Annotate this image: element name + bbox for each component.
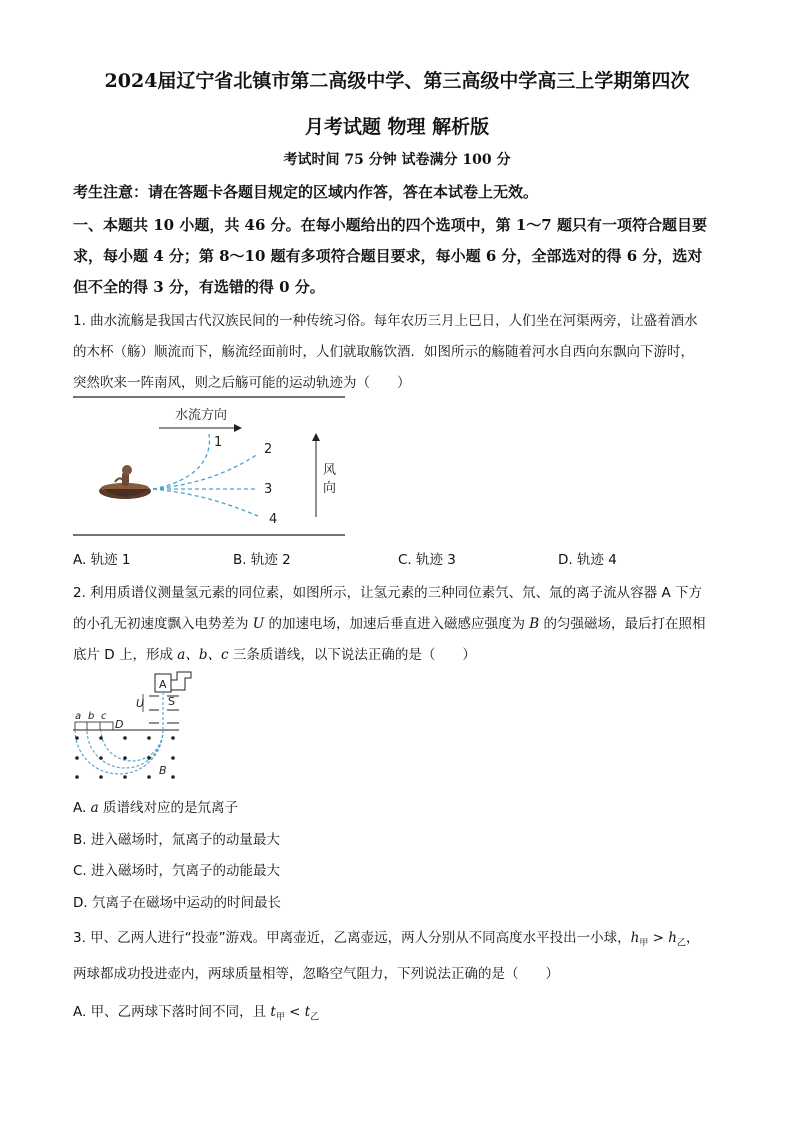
label-a: a [75, 711, 82, 722]
q1-option-a[interactable]: A. 轨迹 1 [73, 552, 131, 568]
q3-text-line2: 两球都成功投进壶内，两球质量相等，忽略空气阻力，下列说法正确的是（ ） [73, 966, 559, 982]
water-direction-label: 水流方向 [175, 408, 228, 423]
wind-label-1: 风 [323, 463, 337, 478]
exam-notice: 考生注意：请在答题卡各题目规定的区域内作答，答在本试卷上无效。 [73, 183, 539, 201]
inlet-pipe [171, 672, 191, 690]
wine-cup-image [99, 465, 151, 499]
q1-option-b[interactable]: B. 轨迹 2 [233, 552, 291, 568]
q2-text-line2 [73, 612, 706, 632]
q2-option-a[interactable] [73, 796, 238, 816]
q3-t-jia: t [270, 1004, 276, 1020]
track-label-4: 4 [269, 512, 278, 527]
q1-text-line1: 1. 曲水流觞是我国古代汉族民间的一种传统习俗。每年农历三月上巳日，人们坐在河渠两旁，让盛着酒水 [73, 313, 698, 329]
track-b [87, 730, 163, 768]
q3-sub-yi: 乙 [677, 938, 687, 949]
q3-lt: < [284, 1004, 305, 1020]
track-label-3: 3 [264, 482, 273, 497]
label-D: D [115, 718, 124, 731]
q1-option-d[interactable]: D. 轨迹 4 [558, 552, 617, 568]
q3-optA-sub-yi: 乙 [310, 1012, 320, 1023]
q3-text-line1 [73, 926, 700, 949]
section-header-line1: 一、本题共 10 小题，共 46 分。在每小题给出的四个选项中，第 1～7 题只有一项符合题目要 [73, 216, 707, 234]
label-U: U [136, 697, 145, 710]
q2-text-line3 [73, 643, 476, 663]
q2-option-c[interactable]: C. 进入磁场时，氕离子的动能最大 [73, 863, 281, 879]
wind-label-2: 向 [323, 481, 337, 496]
q3-h-yi: h [668, 930, 677, 946]
q3-optA-sub-jia: 甲 [275, 1012, 285, 1023]
q2-line3-vars: a、b、c [177, 647, 229, 663]
q1-option-c[interactable]: C. 轨迹 3 [398, 552, 456, 568]
exam-info: 考试时间 75 分钟 试卷满分 100 分 [283, 152, 511, 168]
label-S: S [168, 695, 175, 708]
track-label-2: 2 [264, 442, 273, 457]
track-c [101, 730, 163, 761]
label-c: c [101, 711, 107, 722]
trajectory-4 [153, 489, 258, 516]
q3-t-yi: t [304, 1004, 311, 1020]
q2-figure [73, 668, 203, 783]
q2-optA-var: a [90, 800, 99, 816]
q3-option-a[interactable] [73, 1000, 319, 1023]
label-A: A [159, 678, 167, 691]
q2-option-d[interactable]: D. 氕离子在磁场中运动的时间最长 [73, 895, 281, 911]
q2-line2-part2: 的加速电场，加速后垂直进入磁感应强度为 [264, 616, 530, 632]
q2-line2-part1: 的小孔无初速度飘入电势差为 [73, 616, 253, 632]
q2-var-B: B [529, 616, 540, 632]
section-header-line2: 求，每小题 4 分；第 8～10 题有多项符合题目要求，每小题 6 分，全部选对的得 6 分，选对 [73, 247, 703, 265]
q3-h-jia: h [630, 930, 640, 946]
q2-line3-part2: 三条质谱线，以下说法正确的是（ ） [228, 647, 476, 663]
section-header-line3: 但不全的得 3 分，有选错的得 0 分。 [73, 278, 325, 296]
trajectory-1 [153, 434, 209, 489]
q1-text-line3: 突然吹来一阵南风，则之后觞可能的运动轨迹为（ ） [73, 375, 411, 391]
q1-text-line2: 的木杯（觞）顺流而下，觞流经面前时，人们就取觞饮酒．如图所示的觞随着河水自西向东飘向下游时， [73, 344, 694, 360]
q3-optA-text: A. 甲、乙两球下落时间不同，且 [73, 1004, 271, 1020]
q3-gt: > [648, 930, 669, 946]
label-b: b [88, 711, 95, 722]
q3-line1-text: 3. 甲、乙两人进行“投壶”游戏。甲离壶近，乙离壶远，两人分别从不同高度水平投出一小球， [73, 930, 631, 946]
q3-sub-jia: 甲 [639, 938, 649, 949]
q2-optA-prefix: A. [73, 800, 91, 816]
q2-var-U: U [252, 616, 265, 632]
q2-optA-text: 质谱线对应的是氘离子 [98, 800, 238, 816]
q2-option-b[interactable]: B. 进入磁场时，氚离子的动量最大 [73, 832, 280, 848]
q1-figure [73, 392, 348, 542]
q2-line2-part3: 的匀强磁场，最后打在照相 [539, 616, 706, 632]
q2-line3-part1: 底片 D 上，形成 [73, 647, 178, 663]
trajectory-2 [153, 454, 258, 489]
page-title: 2024届辽宁省北镇市第二高级中学、第三高级中学高三上学期第四次 [104, 70, 690, 92]
label-B: B [159, 764, 167, 777]
q2-text-line1: 2. 利用质谱仪测量氢元素的同位素，如图所示，让氢元素的三种同位素氕、氘、氚的离子流从容器 A 下方 [73, 585, 702, 601]
q3-comma: ， [686, 930, 700, 946]
track-label-1: 1 [214, 435, 223, 450]
page-title-line2: 月考试题 物理 解析版 [304, 116, 490, 138]
